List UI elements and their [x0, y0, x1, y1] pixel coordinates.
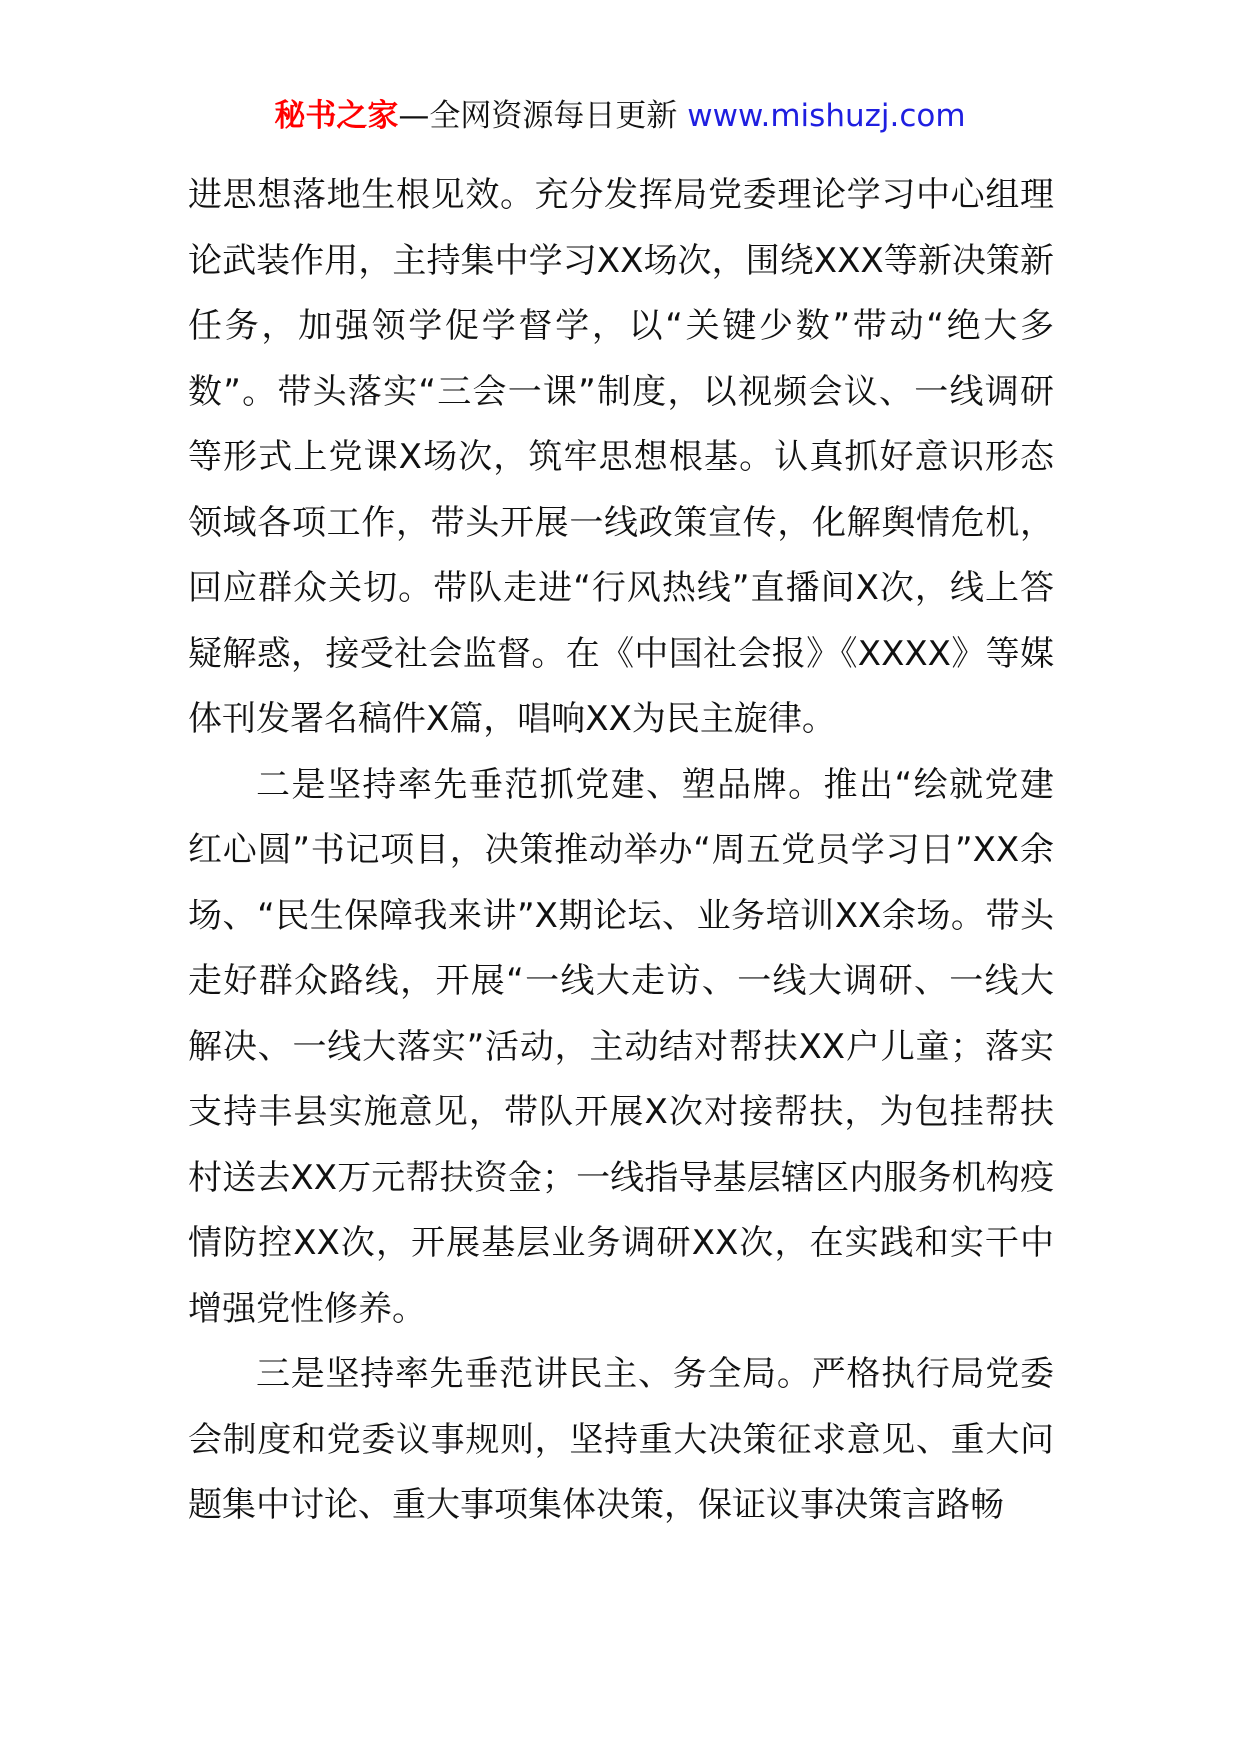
site-url-link[interactable]: www.mishuzj.com	[687, 98, 966, 134]
paragraph-continued: 进思想落地生根见效。充分发挥局党委理论学习中心组理论武装作用，主持集中学习XX场次，围绕XXX等新决策新任务，加强领学促学督学，以“关键少数”带动“绝大多数”。带头落实“三会一课”制度，以视频会议、一线调研等形式上党课X场次，筑牢思想根基。认真抓好意识形态领域各项工作，带头开展一线政策宣传，化解舆情危机，回应群众关切。带队走进“行风热线”直播间X次，线上答疑解惑，接受社会监督。在《中国社会报》《XXXX》等媒体刊发署名稿件X篇，唱响XX为民主旋律。	[188, 175, 1054, 739]
site-header	[0, 96, 1240, 136]
site-slogan: —全网资源每日更新	[398, 98, 678, 134]
site-brand: 秘书之家	[274, 98, 399, 134]
document-body	[188, 163, 1054, 1539]
paragraph-three: 三是坚持率先垂范讲民主、务全局。严格执行局党委会制度和党委议事规则，坚持重大决策征求意见、重大问题集中讨论、重大事项集体决策，保证议事决策言路畅	[188, 1354, 1054, 1525]
paragraph-two: 二是坚持率先垂范抓党建、塑品牌。推出“绘就党建红心圆”书记项目，决策推动举办“周五党员学习日”XX余场、“民生保障我来讲”X期论坛、业务培训XX余场。带头走好群众路线，开展“一线大走访、一线大调研、一线大解决、一线大落实”活动，主动结对帮扶XX户儿童；落实支持丰县实施意见，带队开展X次对接帮扶，为包挂帮扶村送去XX万元帮扶资金；一线指导基层辖区内服务机构疫情防控XX次，开展基层业务调研XX次，在实践和实干中增强党性修养。	[188, 764, 1054, 1329]
